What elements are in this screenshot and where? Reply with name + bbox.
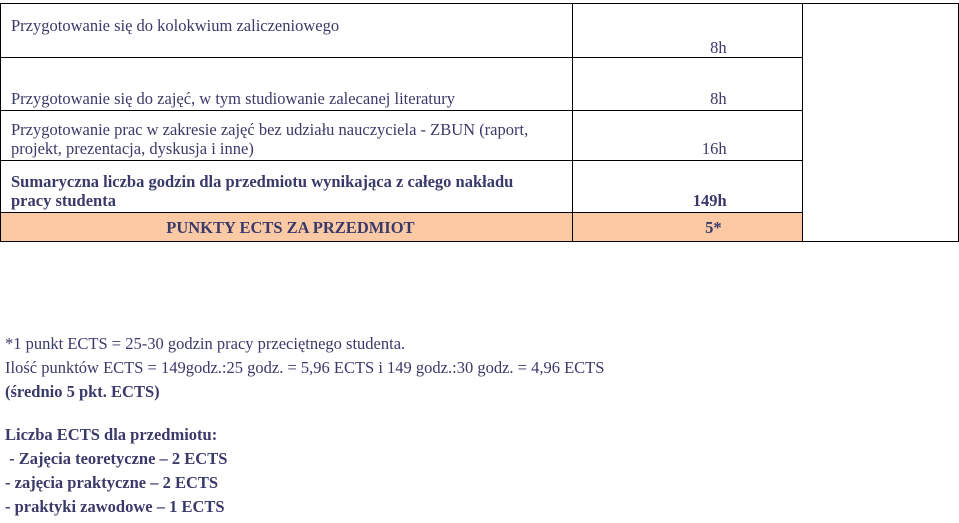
activity-label [1, 4, 573, 58]
ects-label-text: PUNKTY ECTS ZA PRZEDMIOT [166, 217, 415, 237]
activity-label [1, 58, 573, 111]
ects-breakdown-item: - zajęcia praktyczne – 2 ECTS [5, 473, 219, 492]
total-hours-value [572, 161, 802, 213]
ects-breakdown-item: - Zajęcia teoretyczne – 2 ECTS [5, 449, 228, 468]
ects-breakdown-heading: Liczba ECTS dla przedmiotu: [5, 425, 218, 444]
table-row [1, 4, 959, 58]
activity-label [1, 111, 573, 161]
ects-breakdown-item: - praktyki zawodowe – 1 ECTS [5, 497, 225, 516]
activity-label-text: Przygotowanie się do zajęć, w tym studiowanie zalecanej literatury [11, 89, 455, 108]
workload-table [0, 3, 959, 242]
workload-table-container [0, 3, 959, 242]
ects-average-note: (średnio 5 pkt. ECTS) [5, 382, 160, 401]
ects-value-text: 5* [705, 217, 722, 237]
activity-hours-text: 8h [710, 38, 727, 57]
empty-cell [802, 4, 958, 242]
ects-definition-note: *1 punkt ECTS = 25-30 godzin pracy przeciętnego studenta. [5, 334, 406, 353]
ects-notes [5, 332, 955, 519]
ects-label [1, 213, 573, 242]
total-hours-label [1, 161, 573, 213]
activity-hours [572, 111, 802, 161]
ects-value [572, 213, 802, 242]
activity-hours-text: 8h [710, 89, 727, 108]
activity-label-text: Przygotowanie prac w zakresie zajęć bez udziału nauczyciela - ZBUN (raport, projekt, prezentacja, dyskusja i inne) [11, 120, 529, 158]
activity-hours [572, 58, 802, 111]
spacer [5, 404, 955, 423]
ects-calculation-note: Ilość punktów ECTS = 149godz.:25 godz. = 5,96 ECTS i 149 godz.:30 godz. = 4,96 ECTS [5, 358, 605, 377]
activity-hours [572, 4, 802, 58]
total-hours-label-text: Sumaryczna liczba godzin dla przedmiotu wynikająca z całego nakładu pracy studenta [11, 172, 514, 210]
activity-hours-text: 16h [701, 139, 727, 158]
activity-label-text: Przygotowanie się do kolokwium zaliczeniowego [11, 16, 340, 35]
total-hours-value-text: 149h [692, 191, 727, 210]
